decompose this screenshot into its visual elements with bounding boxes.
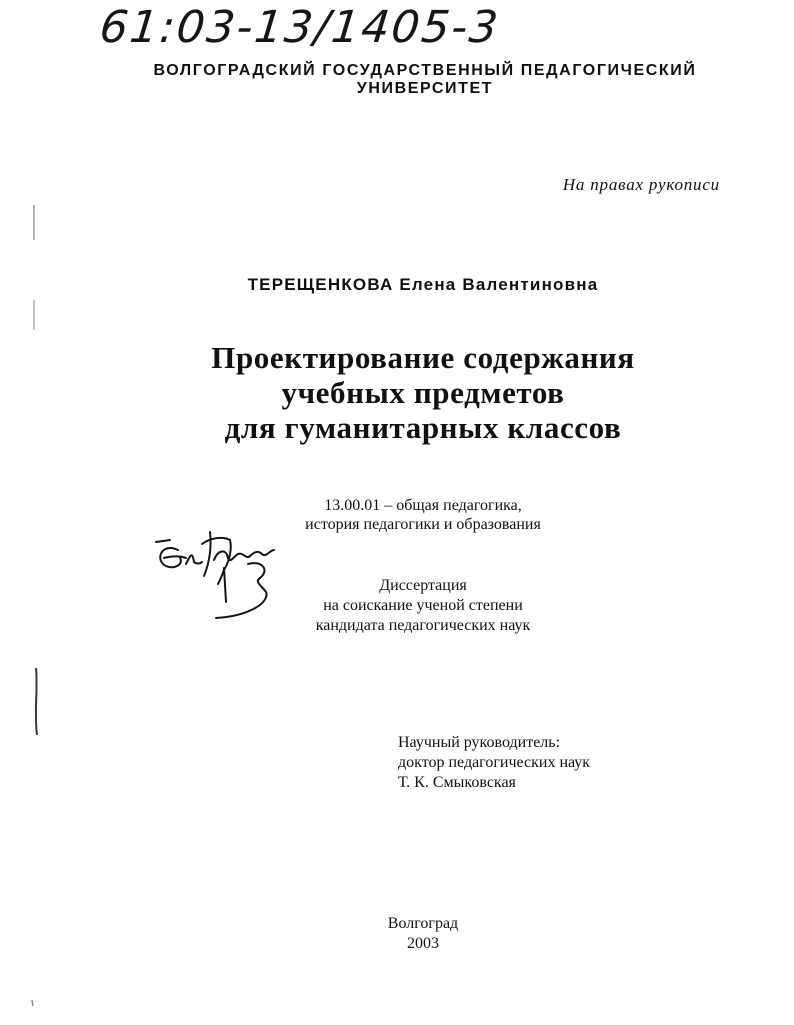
dissertation-line2: на соискание ученой степени [323,597,523,614]
title-line2: учебных предметов [281,375,565,410]
title-line3: для гуманитарных классов [224,410,622,445]
scientific-supervisor [398,733,590,793]
dissertation-degree [0,576,794,636]
manuscript-rights-note: На правах рукописи [562,175,720,194]
university-name-line1: ВОЛГОГРАДСКИЙ ГОСУДАРСТВЕННЫЙ ПЕДАГОГИЧЕСКИЙ [153,62,697,79]
city-and-year [0,914,794,954]
supervisor-line3: Т. К. Смыковская [398,774,516,791]
dissertation-title [0,340,794,445]
specialty-line2: история педагогики и образования [305,516,541,533]
scan-margin-artifacts [0,0,60,1025]
handwritten-catalog-number: 61:03-13/1405-3 [97,2,503,53]
city: Волгоград [387,915,459,932]
dissertation-line1: Диссертация [379,577,467,594]
supervisor-line1: Научный руководитель: [398,734,561,751]
specialty-code [0,496,794,534]
university-name [0,62,794,98]
author-name: ТЕРЕЩЕНКОВА Елена Валентиновна [247,275,599,294]
university-name-line2: УНИВЕРСИТЕТ [356,80,494,97]
year: 2003 [407,935,439,952]
supervisor-line2: доктор педагогических наук [398,754,591,771]
specialty-line1: 13.00.01 – общая педагогика, [324,497,522,514]
title-line1: Проектирование содержания [211,340,635,375]
dissertation-line3: кандидата педагогических наук [315,617,531,634]
